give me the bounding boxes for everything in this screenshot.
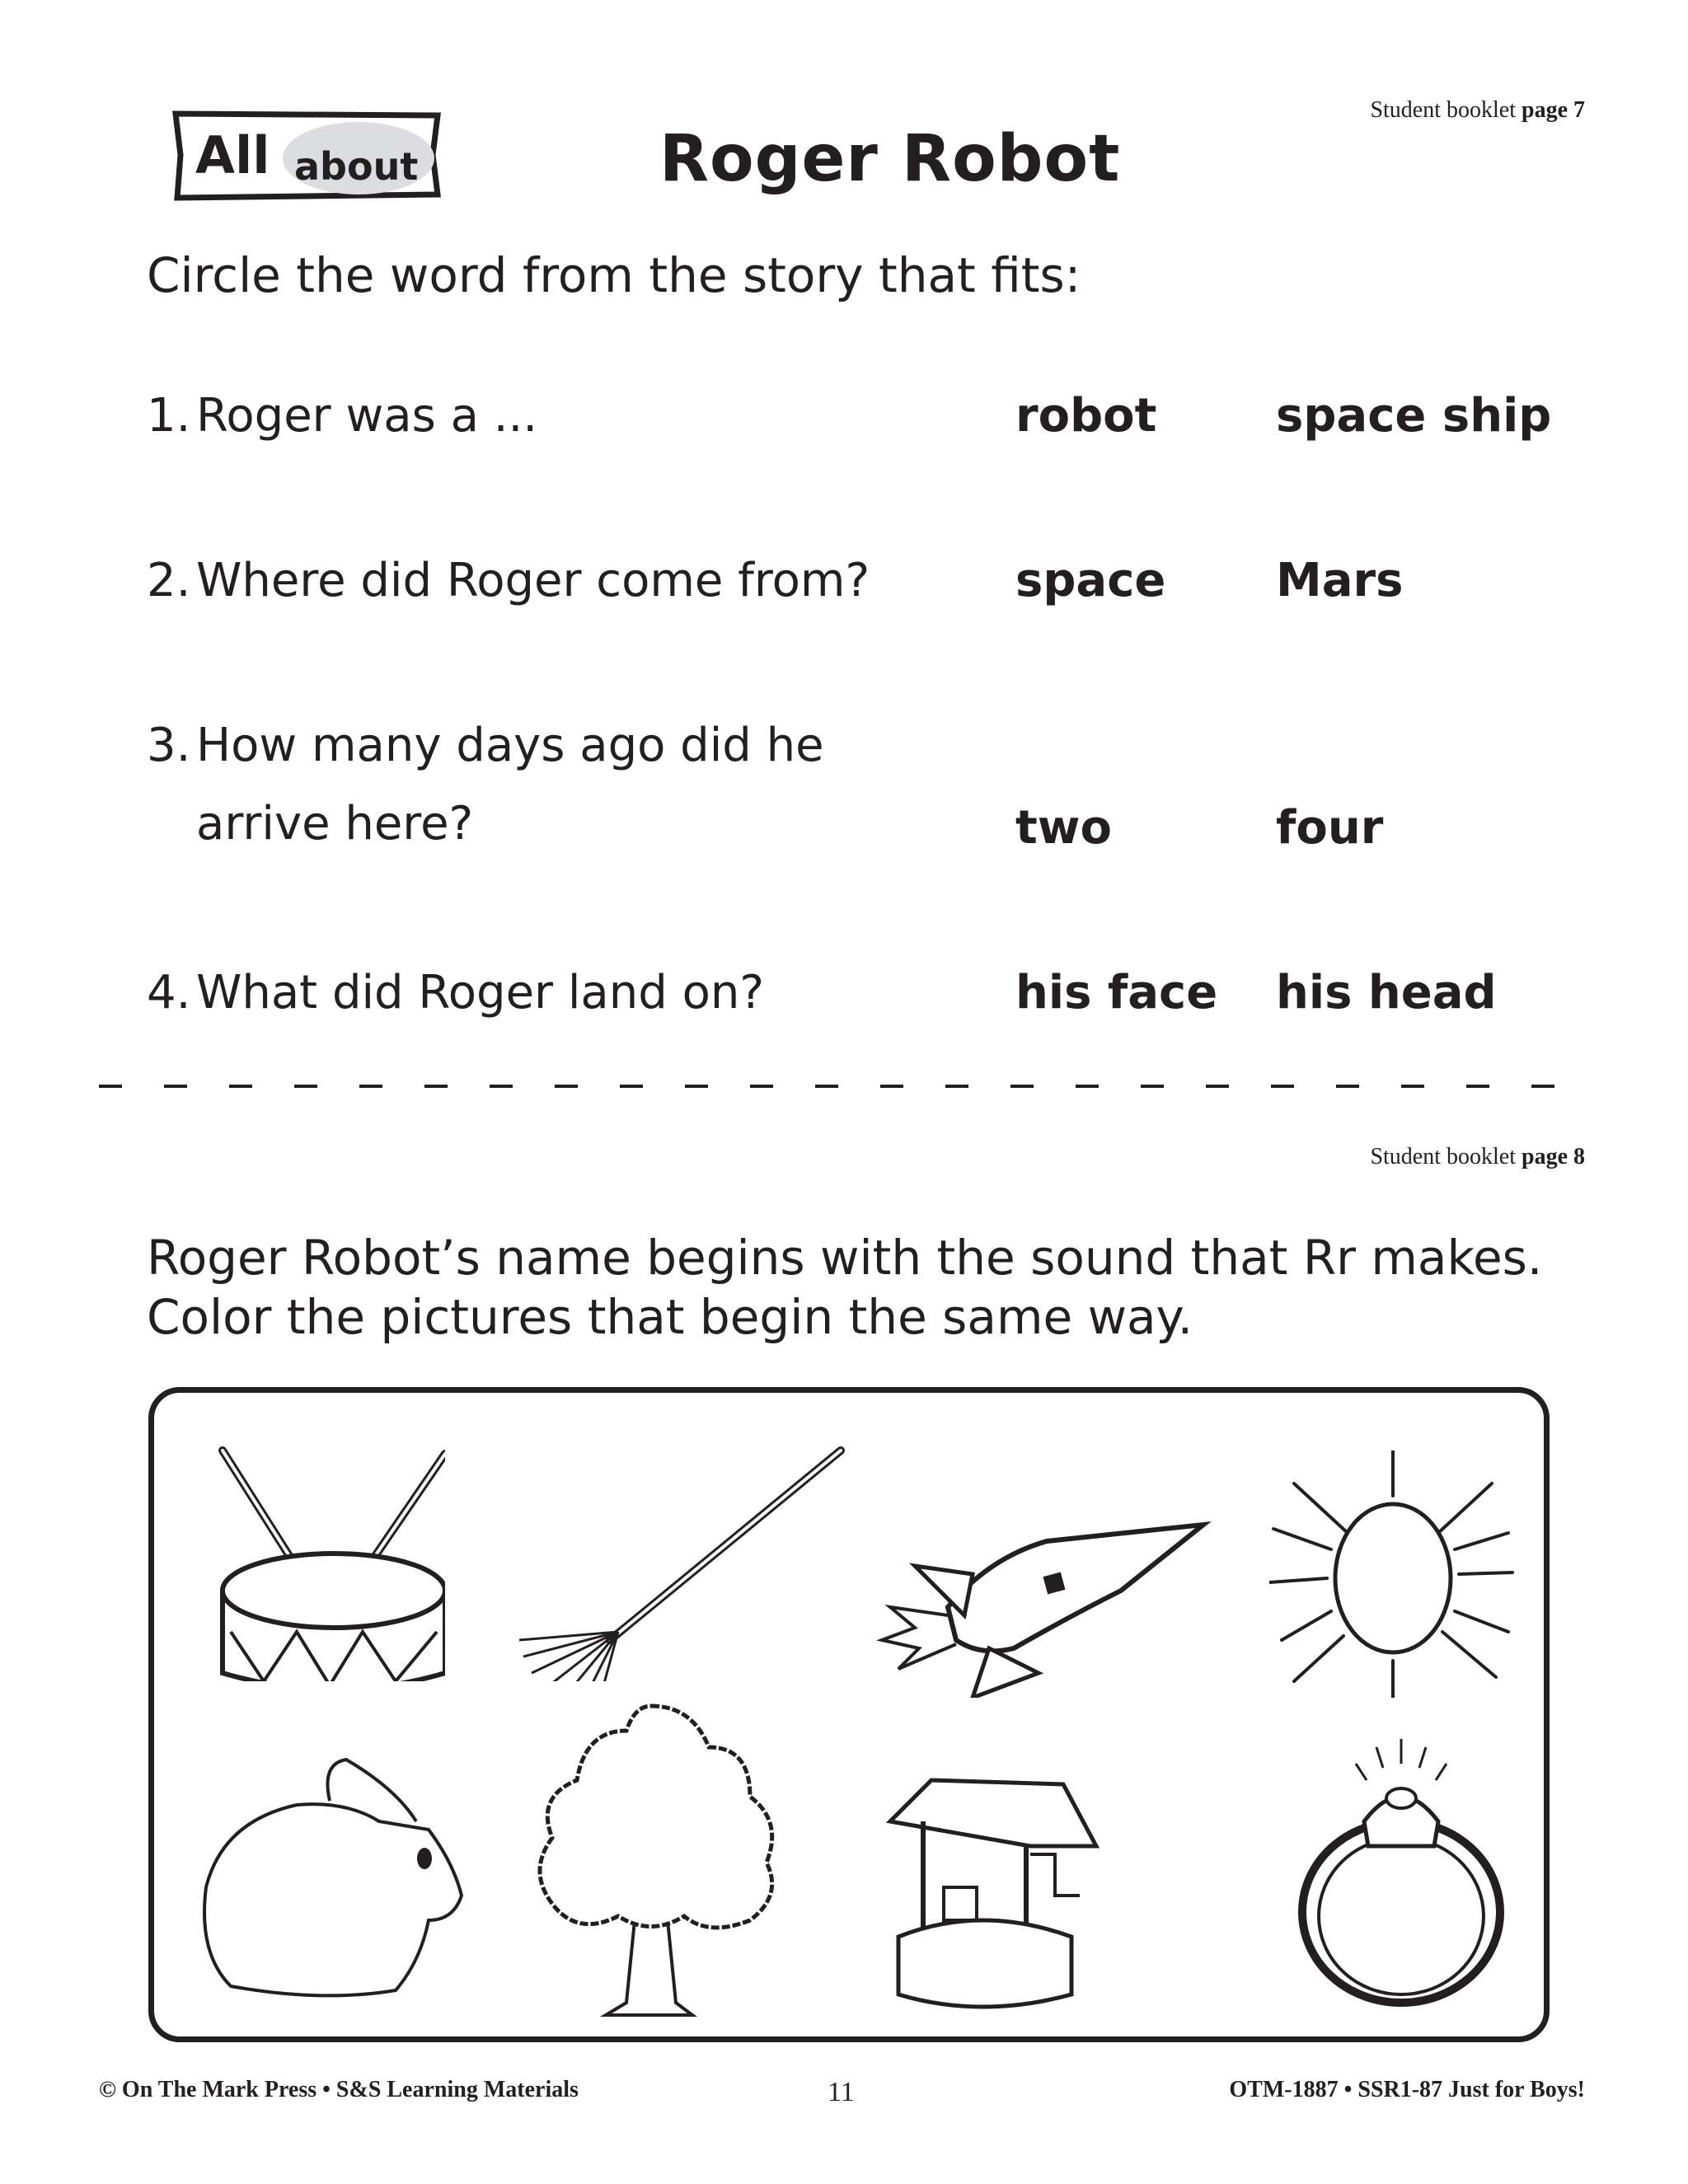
rabbit-picture[interactable] [181,1755,495,2003]
footer-product-code: OTM-1887 • SSR1-87 Just for Boys! [1229,2077,1585,2102]
well-picture[interactable] [857,1764,1129,2019]
question-4: 4. What did Roger land on? [147,966,765,1019]
logo-word-about: about [294,144,419,189]
question-2: 2. Where did Roger come from? [147,554,870,607]
drum-icon [198,1434,445,1681]
page-number: 11 [828,2077,855,2107]
page-title: Roger Robot [659,122,1121,196]
booklet-label-page8: Student booklet page 8 [1370,1144,1585,1169]
question-1: 1. Roger was a ... [147,389,538,443]
option-four[interactable]: four [1276,801,1384,855]
sun-picture[interactable] [1269,1451,1517,1698]
option-his-head[interactable]: his head [1276,966,1497,1019]
option-space-ship[interactable]: space ship [1276,389,1552,443]
rocket-picture[interactable] [824,1451,1212,1698]
all-about-logo [171,109,443,201]
section2-instruction: Roger Robot’s name begins with the sound that Rr makes. Color the pictures that begin the same way. [147,1230,1543,1345]
option-mars[interactable]: Mars [1276,554,1404,607]
ring-icon [1278,1739,1525,2011]
tree-picture[interactable] [528,1698,791,2027]
tree-icon [528,1698,791,2027]
booklet-label-page7: Student booklet page 7 [1370,97,1585,123]
option-two[interactable]: two [1015,801,1112,855]
drum-picture[interactable] [198,1434,445,1681]
option-his-face[interactable]: his face [1015,966,1218,1019]
footer-copyright: © On The Mark Press • S&S Learning Materials [99,2077,579,2102]
section1-instruction: Circle the word from the story that fits: [147,247,1081,303]
option-robot[interactable]: robot [1015,389,1157,443]
logo-word-all: All [195,125,270,185]
dashed-cut-line [99,1085,1582,1088]
rake-icon [511,1434,857,1681]
rake-picture[interactable] [511,1434,857,1681]
rabbit-icon [181,1755,495,2003]
question-3: 3. How many days ago did he arrive here? [147,719,824,851]
sun-icon [1269,1451,1517,1698]
wishing-well-icon [857,1764,1129,2019]
ring-picture[interactable] [1278,1739,1525,2011]
rocket-icon [824,1451,1212,1698]
option-space[interactable]: space [1015,554,1166,607]
